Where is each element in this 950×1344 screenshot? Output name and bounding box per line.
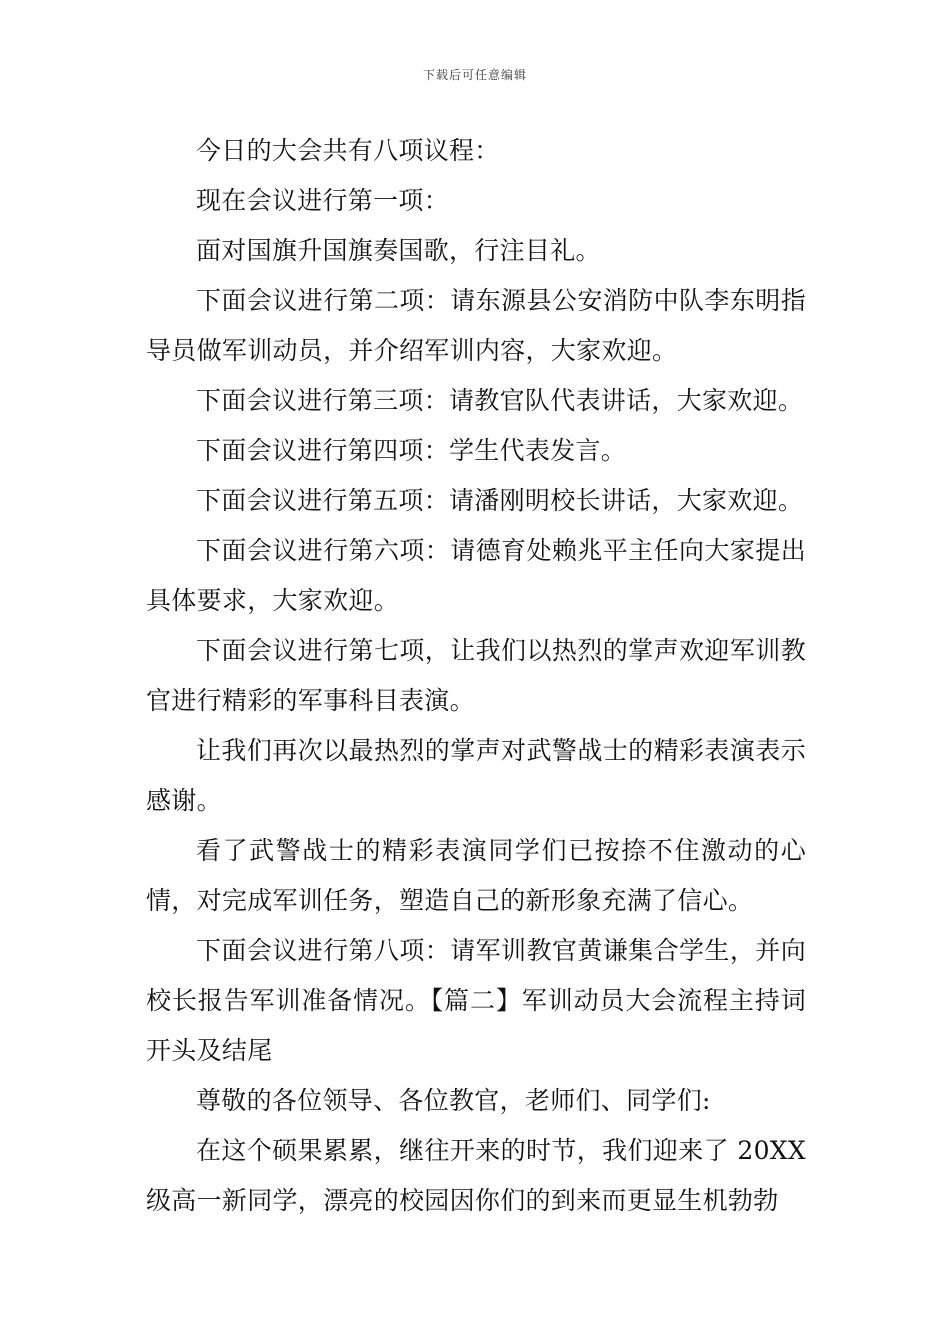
paragraph-item-5: 下面会议进行第五项：请潘刚明校长讲话，大家欢迎。 [196,486,804,515]
paragraph-item-2: 下面会议进行第二项：请东源县公安消防中队李东明指导员做军训动员，并介绍军训内容，大家欢迎。 [146,286,806,365]
paragraph-item-1-intro: 现在会议进行第一项： [196,186,450,215]
document-body [146,126,806,1226]
paragraph-item-4: 下面会议进行第四项：学生代表发言。 [196,436,627,465]
paragraph-item-8: 下面会议进行第八项：请军训教官黄谦集合学生，并向校长报告军训准备情况。【篇二】军训动员大会流程主持词开头及结尾 [146,936,806,1065]
paragraph-item-3: 下面会议进行第三项：请教官队代表讲话，大家欢迎。 [196,386,804,415]
paragraph-item-7: 下面会议进行第七项，让我们以热烈的掌声欢迎军训教官进行精彩的军事科目表演。 [146,636,806,715]
paragraph-item-6: 下面会议进行第六项：请德育处赖兆平主任向大家提出具体要求，大家欢迎。 [146,536,806,615]
paragraph-thanks: 让我们再次以最热烈的掌声对武警战士的精彩表演表示感谢。 [146,736,806,815]
paragraph-confidence: 看了武警战士的精彩表演同学们已按捺不住激动的心情，对完成军训任务，塑造自己的新形象充满了信心。 [146,836,806,915]
paragraph-opening: 在这个硕果累累，继往开来的时节，我们迎来了 20XX级高一新同学，漂亮的校园因你们的到来而更显生机勃勃 [146,1136,806,1215]
header-note: 下载后可任意编辑 [422,68,527,82]
paragraph-greeting: 尊敬的各位领导、各位教官，老师们、同学们: [196,1086,711,1115]
paragraph-agenda-intro: 今日的大会共有八项议程： [196,136,500,165]
paragraph-flag-raising: 面对国旗升国旗奏国歌，行注目礼。 [196,236,601,265]
